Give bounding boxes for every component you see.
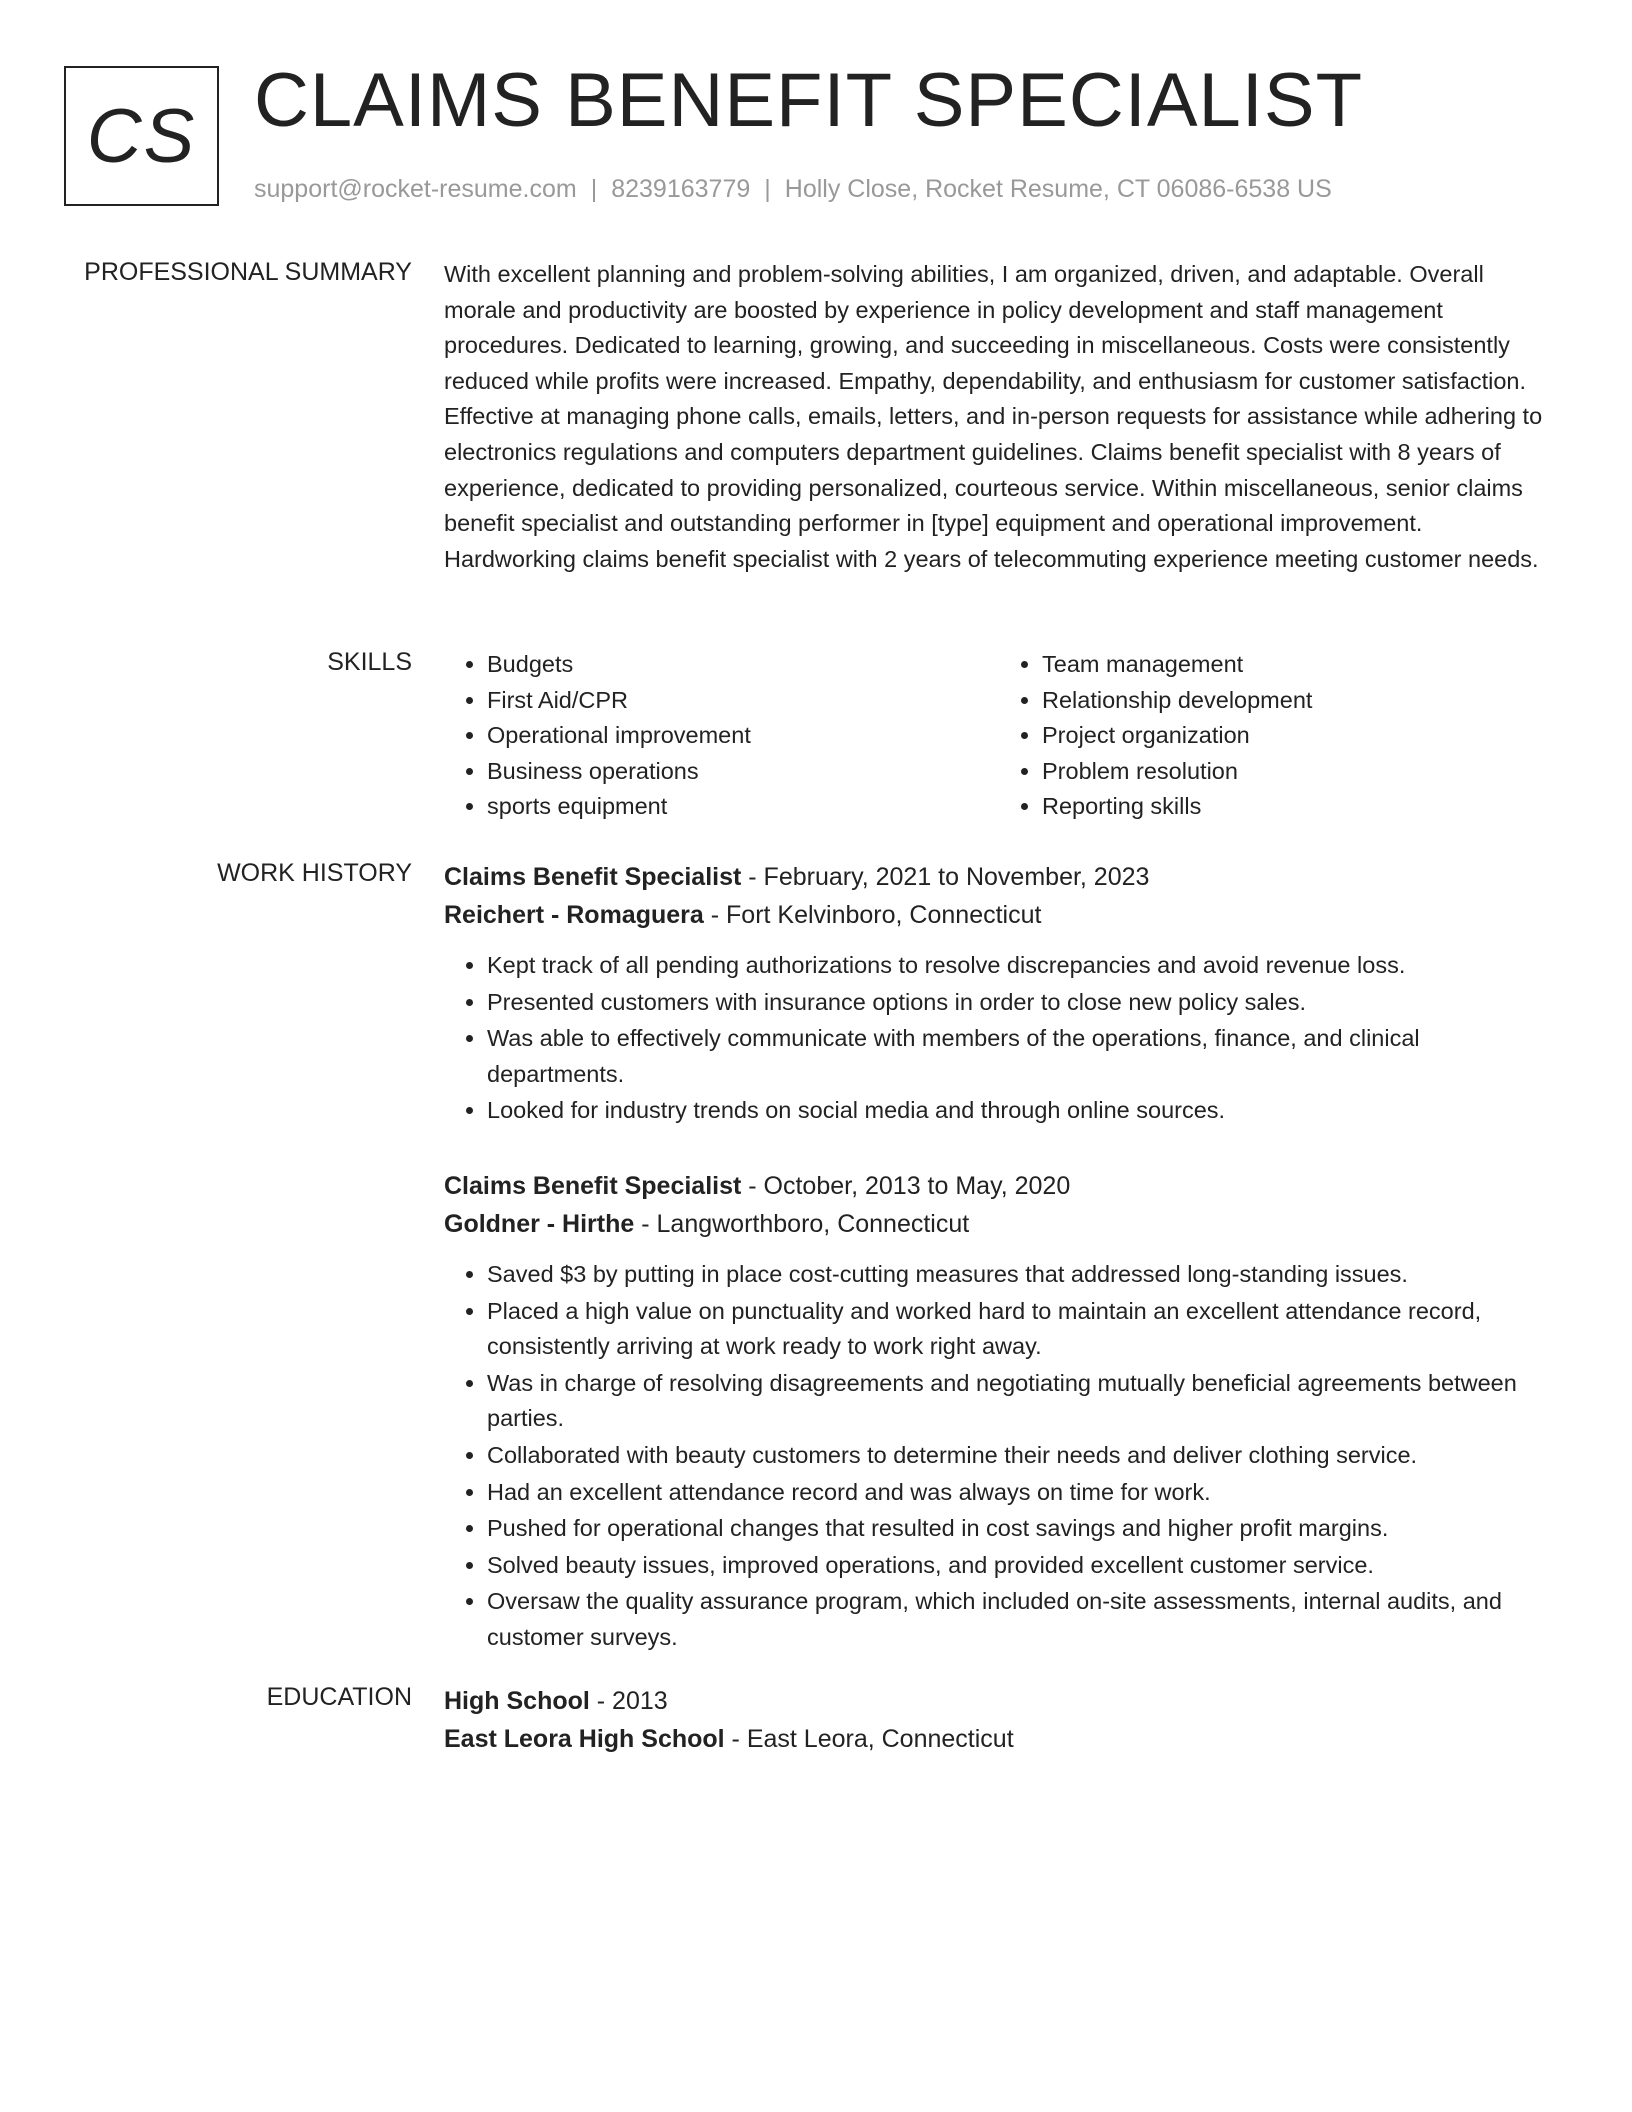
skills-body [444,647,1554,825]
skill-item: • First Aid/CPR [487,683,999,719]
job-bullets [444,1257,1554,1656]
job-company: Goldner - Hirthe [444,1209,635,1238]
skill-item: • Problem resolution [1042,754,1554,790]
contact-email: support@rocket-resume.com [254,175,577,203]
job-location: - Fort Kelvinboro, Connecticut [703,901,1042,929]
job-bullet: • Solved beauty issues, improved operations, and provided excellent customer service. [487,1548,1554,1584]
contact-separator: | [590,175,598,203]
education-degree: High School [444,1687,590,1715]
skill-item: • sports equipment [487,789,999,825]
job-bullet: • Oversaw the quality assurance program, which included on-site assessments, internal audits, and customer surveys. [487,1584,1554,1655]
skill-item: • Budgets [487,647,999,683]
job-bullet: • Pushed for operational changes that resulted in cost savings and higher profit margins. [487,1511,1554,1547]
initials-monogram [64,66,219,206]
job-company-line [444,1205,1554,1243]
job-bullet: • Presented customers with insurance options in order to close new policy sales. [487,985,1554,1021]
skill-item: • Operational improvement [487,718,999,754]
job-company-line [444,896,1554,934]
job-bullet: • Saved $3 by putting in place cost-cutting measures that addressed long-standing issues. [487,1257,1554,1293]
skill-item: • Project organization [1042,718,1554,754]
education-school-line [444,1720,1554,1758]
job-company: Reichert - Romaguera [444,901,704,929]
job-dates: - February, 2021 to November, 2023 [741,863,1150,891]
job-role-line [444,1167,1554,1205]
job-location: - Langworthboro, Connecticut [634,1209,970,1238]
skill-item: • Relationship development [1042,683,1554,719]
work-body [444,858,1554,1657]
skills-columns [444,647,1554,825]
skill-item: • Business operations [487,754,999,790]
job-role-line [444,858,1554,896]
work-title: WORK HISTORY [217,859,412,887]
education-degree-line [444,1682,1554,1720]
job-bullet: • Was in charge of resolving disagreements and negotiating mutually beneficial agreements between parties. [487,1366,1554,1437]
contact-address: Holly Close, Rocket Resume, CT 06086-6538 US [784,175,1332,203]
contact-line [254,174,1332,204]
education-year: - 2013 [589,1687,668,1715]
job-entry [444,858,1554,1129]
education-body [444,1682,1554,1758]
skills-list-right [999,647,1554,825]
education-location: - East Leora, Connecticut [724,1725,1014,1753]
summary-body [444,257,1554,577]
job-bullets [444,948,1554,1129]
contact-separator: | [764,175,771,203]
skill-item: • Team management [1042,647,1554,683]
job-bullet: • Looked for industry trends on social media and through online sources. [487,1093,1554,1129]
education-school: East Leora High School [444,1725,725,1753]
skills-title: SKILLS [327,648,412,676]
skill-item: • Reporting skills [1042,789,1554,825]
summary-title: PROFESSIONAL SUMMARY [84,258,412,286]
job-bullet: • Placed a high value on punctuality and worked hard to maintain an excellent attendance record, consistently arriving at work ready to work right away. [487,1294,1554,1365]
contact-phone: 8239163779 [611,175,751,203]
job-bullet: • Was able to effectively communicate with members of the operations, finance, and clinical departments. [487,1021,1554,1092]
resume-name: CLAIMS BENEFIT SPECIALIST [254,58,1364,143]
job-bullet: • Kept track of all pending authorizations to resolve discrepancies and avoid revenue loss. [487,948,1554,984]
job-bullet: • Collaborated with beauty customers to determine their needs and deliver clothing service. [487,1438,1554,1474]
job-dates: - October, 2013 to May, 2020 [741,1171,1071,1200]
job-role: Claims Benefit Specialist [444,1171,742,1200]
job-bullet: • Had an excellent attendance record and was always on time for work. [487,1475,1554,1511]
job-role: Claims Benefit Specialist [444,863,742,891]
job-entry [444,1167,1554,1656]
education-title: EDUCATION [266,1683,412,1711]
skills-list-left [444,647,999,825]
initials-text: CS [86,93,197,179]
summary-text: With excellent planning and problem-solving abilities, I am organized, driven, and adaptable. Overall morale and productivity are boosted by experience in policy development and staff management procedures. Dedicated to learning, growing, and succeeding in miscellaneous. Costs were consistently reduced while profits were increased. Empathy, dependability, and enthusiasm for customer satisfaction. Effective at managing phone calls, emails, letters, and in-person requests for assistance while adhering to electronics regulations and computers department guidelines. Claims benefit specialist with 8 years of experience, dedicated to providing personalized, courteous service. Within miscellaneous, senior claims benefit specialist and outstanding performer in [type] equipment and operational improvement. Hardworking claims benefit specialist with 2 years of telecommuting experience meeting customer needs. [444,261,1543,572]
